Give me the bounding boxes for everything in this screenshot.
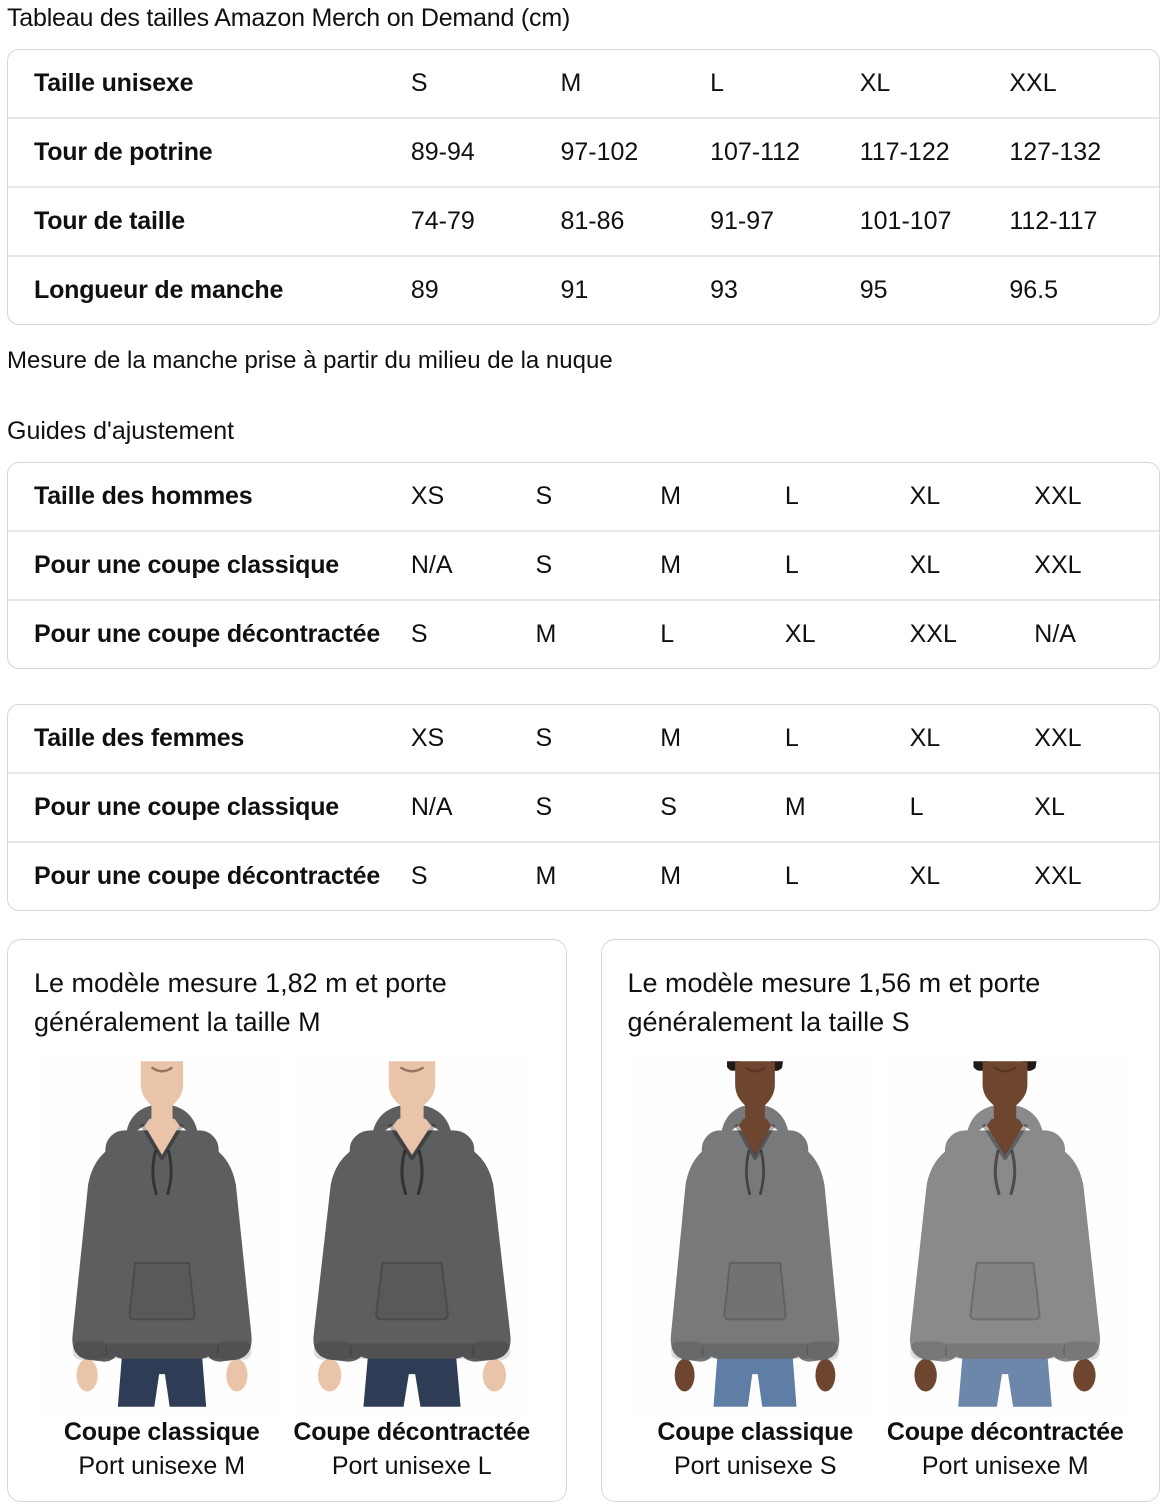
table-cell: 91 xyxy=(560,276,589,304)
model-image xyxy=(42,1054,282,1414)
wear-size-label: Port unisexe S xyxy=(673,1452,837,1480)
sleeve-measure-note: Mesure de la manche prise à partir du milieu de la nuque xyxy=(7,347,613,374)
mens-fit-table xyxy=(7,462,1160,669)
model-figure xyxy=(72,1061,251,1407)
hoodie-body-shape xyxy=(313,1130,510,1361)
table-cell: S xyxy=(660,793,677,821)
table-cell: S xyxy=(410,862,428,890)
table-cell: M xyxy=(560,69,582,97)
row-label: Pour une coupe classique xyxy=(34,793,340,821)
table-cell: L xyxy=(784,482,799,510)
female-model-card xyxy=(601,939,1161,1502)
model-image xyxy=(885,1054,1125,1414)
fit-label: Coupe décontractée xyxy=(293,1418,531,1446)
row-label: Longueur de manche xyxy=(34,276,284,304)
table-cell: XL xyxy=(909,862,941,890)
table-cell: L xyxy=(660,620,675,648)
table-row xyxy=(8,841,1159,910)
table-cell: 74-79 xyxy=(410,207,475,235)
figure-classic-fit xyxy=(42,1054,282,1481)
table-row xyxy=(8,705,1159,772)
table-cell: XL xyxy=(909,482,941,510)
model-card-title: Le modèle mesure 1,56 m et porte généralement la taille S xyxy=(627,968,1041,1037)
table-cell: L xyxy=(784,551,799,579)
row-label: Pour une coupe décontractée xyxy=(34,620,381,648)
table-cell: N/A xyxy=(1034,620,1076,648)
table-cell: XXL xyxy=(1034,551,1082,579)
table-cell: M xyxy=(660,724,682,752)
model-photo xyxy=(42,1054,282,1414)
table-cell: L xyxy=(784,862,799,890)
table-cell: XXL xyxy=(1034,724,1082,752)
model-image xyxy=(292,1054,532,1414)
table-row xyxy=(8,186,1159,255)
table-cell: XXL xyxy=(1034,482,1082,510)
table-cell: 96.5 xyxy=(1009,276,1059,304)
fit-label: Coupe classique xyxy=(657,1418,854,1446)
fit-label: Coupe décontractée xyxy=(886,1418,1124,1446)
table-cell: 89-94 xyxy=(410,138,475,166)
row-label: Pour une coupe décontractée xyxy=(34,862,381,890)
table-cell: M xyxy=(660,482,682,510)
figure-classic-fit xyxy=(635,1054,875,1481)
table-cell: 93 xyxy=(710,276,738,304)
wear-size-label: Port unisexe M xyxy=(921,1452,1089,1480)
table-cell: L xyxy=(784,724,799,752)
table-cell: XL xyxy=(859,69,891,97)
table-row xyxy=(8,530,1159,599)
table-cell: L xyxy=(710,69,724,97)
table-cell: XL xyxy=(909,551,941,579)
table-cell: M xyxy=(784,793,806,821)
table-row xyxy=(8,463,1159,530)
table-row xyxy=(8,117,1159,186)
table-cell: XXL xyxy=(909,620,957,648)
unisex-size-table xyxy=(7,49,1160,325)
table-cell: M xyxy=(660,551,682,579)
table-cell: M xyxy=(535,620,557,648)
womens-fit-table xyxy=(7,704,1160,911)
page-title: Tableau des tailles Amazon Merch on Demand (cm) xyxy=(7,4,571,32)
row-label: Taille unisexe xyxy=(34,69,194,97)
wear-size-label: Port unisexe M xyxy=(78,1452,246,1480)
table-cell: XL xyxy=(784,620,816,648)
figure-relaxed-fit xyxy=(292,1054,532,1481)
model-figure xyxy=(910,1061,1100,1407)
model-cards xyxy=(7,939,1160,1502)
table-cell: 112-117 xyxy=(1009,207,1098,235)
table-cell: S xyxy=(535,724,553,752)
table-cell: 95 xyxy=(859,276,888,304)
table-cell: S xyxy=(410,620,428,648)
table-cell: S xyxy=(535,482,553,510)
model-photo xyxy=(292,1054,532,1414)
table-row xyxy=(8,255,1159,324)
table-cell: N/A xyxy=(410,551,453,579)
table-cell: 89 xyxy=(410,276,439,304)
model-figure xyxy=(313,1061,510,1407)
table-row xyxy=(8,772,1159,841)
table-row xyxy=(8,599,1159,668)
table-cell: XS xyxy=(410,724,445,752)
table-cell: S xyxy=(410,69,428,97)
table-cell: 101-107 xyxy=(859,207,952,235)
table-cell: 127-132 xyxy=(1009,138,1102,166)
hoodie-body-shape xyxy=(910,1130,1100,1361)
wear-size-label: Port unisexe L xyxy=(331,1452,492,1480)
row-label: Taille des femmes xyxy=(34,724,245,752)
model-photo xyxy=(635,1054,875,1414)
table-cell: XS xyxy=(410,482,445,510)
fit-label: Coupe classique xyxy=(63,1418,260,1446)
table-cell: 117-122 xyxy=(859,138,950,166)
table-cell: S xyxy=(535,551,553,579)
table-cell: N/A xyxy=(410,793,453,821)
figure-relaxed-fit xyxy=(885,1054,1125,1481)
table-cell: 81-86 xyxy=(560,207,625,235)
row-label: Tour de taille xyxy=(34,207,185,235)
table-cell: L xyxy=(909,793,924,821)
table-cell: M xyxy=(535,862,557,890)
fit-guides-heading: Guides d'ajustement xyxy=(7,417,235,445)
table-cell: S xyxy=(535,793,553,821)
model-card-title: Le modèle mesure 1,82 m et porte généralement la taille M xyxy=(34,968,447,1037)
model-figure xyxy=(671,1061,840,1407)
hoodie-body-shape xyxy=(671,1130,840,1361)
table-row xyxy=(8,50,1159,117)
row-label: Pour une coupe classique xyxy=(34,551,340,579)
male-model-card xyxy=(7,939,567,1502)
model-figures xyxy=(628,1054,1134,1481)
table-cell: XL xyxy=(1034,793,1065,821)
row-label: Tour de potrine xyxy=(34,138,213,166)
model-figures xyxy=(34,1054,540,1481)
row-label: Taille des hommes xyxy=(34,482,253,510)
table-cell: 91-97 xyxy=(710,207,775,235)
model-photo xyxy=(885,1054,1125,1414)
table-cell: XL xyxy=(909,724,941,752)
table-cell: 107-112 xyxy=(710,138,800,166)
table-cell: 97-102 xyxy=(560,138,639,166)
table-cell: M xyxy=(660,862,682,890)
model-image xyxy=(635,1054,875,1414)
table-cell: XXL xyxy=(1034,862,1082,890)
hoodie-body-shape xyxy=(72,1130,251,1361)
table-cell: XXL xyxy=(1009,69,1057,97)
